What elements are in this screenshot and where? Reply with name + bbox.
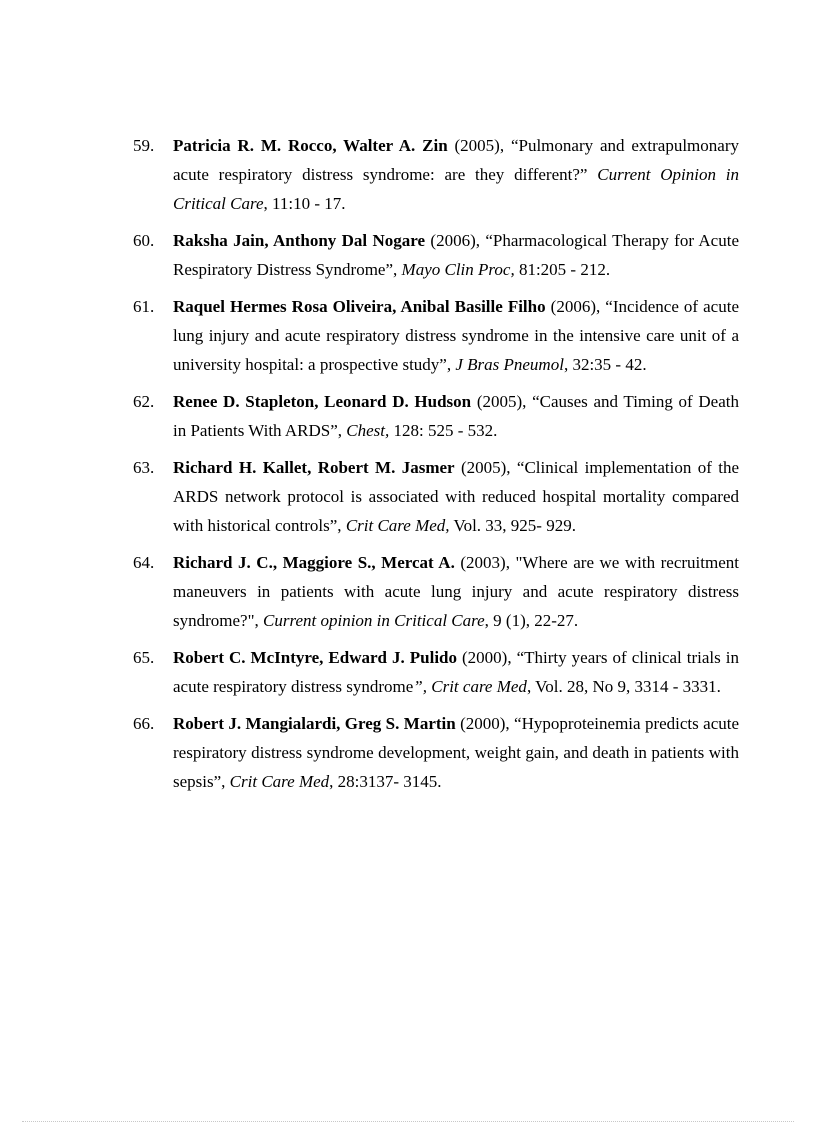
reference-title: (2005), “Causes and Timing of Death in Patients With ARDS”, bbox=[173, 392, 739, 440]
reference-journal: Chest, bbox=[346, 421, 390, 440]
reference-journal: J Bras Pneumol bbox=[455, 355, 564, 374]
reference-authors: Robert J. Mangialardi, Greg S. Martin bbox=[173, 714, 456, 733]
reference-item bbox=[133, 453, 739, 540]
reference-item bbox=[133, 643, 739, 701]
reference-authors: Raquel Hermes Rosa Oliveira, Anibal Basille Filho bbox=[173, 297, 546, 316]
reference-citation: , 32:35 - 42. bbox=[563, 355, 647, 374]
reference-authors: Richard H. Kallet, Robert M. Jasmer bbox=[173, 458, 455, 477]
reference-citation: 128: 525 - 532. bbox=[389, 421, 498, 440]
reference-journal: Mayo Clin Proc, bbox=[401, 260, 515, 279]
reference-item bbox=[133, 131, 739, 218]
reference-journal: Current opinion in Critical Care bbox=[263, 611, 485, 630]
reference-text bbox=[173, 548, 739, 635]
reference-text bbox=[173, 131, 739, 218]
reference-text bbox=[173, 387, 739, 445]
reference-authors: Robert C. McIntyre, Edward J. Pulido bbox=[173, 648, 457, 667]
reference-citation: , Vol. 28, No 9, 3314 - 3331. bbox=[526, 677, 721, 696]
reference-text bbox=[173, 453, 739, 540]
reference-authors: Richard J. C., Maggiore S., Mercat A. bbox=[173, 553, 455, 572]
reference-citation: , 9 (1), 22-27. bbox=[484, 611, 579, 630]
reference-title: (2005), “Clinical implementation of the ARDS network protocol is associated with reduced hospital mortality compared with historical controls”, bbox=[173, 458, 739, 535]
reference-title: (2000), “Thirty years of clinical trials in acute respiratory distress syndrome bbox=[173, 648, 739, 696]
reference-title: (2000), “Hypoproteinemia predicts acute respiratory distress syndrome development, weight gain, and death in patients with sepsis”, bbox=[173, 714, 740, 791]
reference-number: 60. bbox=[133, 231, 155, 250]
reference-authors: Renee D. Stapleton, Leonard D. Hudson bbox=[173, 392, 472, 411]
reference-journal: Crit Care Med, bbox=[345, 516, 450, 535]
reference-text bbox=[173, 292, 739, 379]
reference-list bbox=[133, 131, 739, 804]
reference-citation: , 28:3137- 3145. bbox=[329, 772, 442, 791]
reference-text bbox=[173, 643, 739, 701]
reference-title: (2006), “Pharmacological Therapy for Acute Respiratory Distress Syndrome”, bbox=[173, 231, 739, 279]
reference-citation: , 11:10 - 17. bbox=[263, 194, 346, 213]
reference-authors: Raksha Jain, Anthony Dal Nogare bbox=[173, 231, 426, 250]
reference-number: 66. bbox=[133, 714, 155, 733]
reference-title: (2005), “Pulmonary and extrapulmonary acute respiratory distress syndrome: are they different?” bbox=[173, 136, 739, 184]
reference-item bbox=[133, 709, 739, 796]
reference-item bbox=[133, 387, 739, 445]
reference-number: 62. bbox=[133, 392, 155, 411]
reference-number: 59. bbox=[133, 136, 155, 155]
reference-citation: 81:205 - 212. bbox=[514, 260, 611, 279]
reference-number: 63. bbox=[133, 458, 155, 477]
reference-item bbox=[133, 292, 739, 379]
reference-authors: Patricia R. M. Rocco, Walter A. Zin bbox=[173, 136, 448, 155]
reference-citation: Vol. 33, 925- 929. bbox=[449, 516, 576, 535]
reference-journal: ”, Crit care Med bbox=[413, 677, 527, 696]
reference-number: 64. bbox=[133, 553, 155, 572]
reference-item bbox=[133, 226, 739, 284]
reference-text bbox=[173, 226, 739, 284]
reference-journal: Current Opinion in Critical Care bbox=[173, 165, 739, 213]
reference-number: 61. bbox=[133, 297, 155, 316]
reference-number: 65. bbox=[133, 648, 155, 667]
reference-text bbox=[173, 709, 739, 796]
page-bottom-divider bbox=[22, 1121, 794, 1122]
reference-journal: Crit Care Med bbox=[229, 772, 330, 791]
reference-title: (2006), “Incidence of acute lung injury and acute respiratory distress syndrome in the intensive care unit of a university hospital: a prospective study”, bbox=[173, 297, 739, 374]
reference-title: (2003), "Where are we with recruitment maneuvers in patients with acute lung injury and acute respiratory distress syndrome?", bbox=[173, 553, 739, 630]
reference-item bbox=[133, 548, 739, 635]
